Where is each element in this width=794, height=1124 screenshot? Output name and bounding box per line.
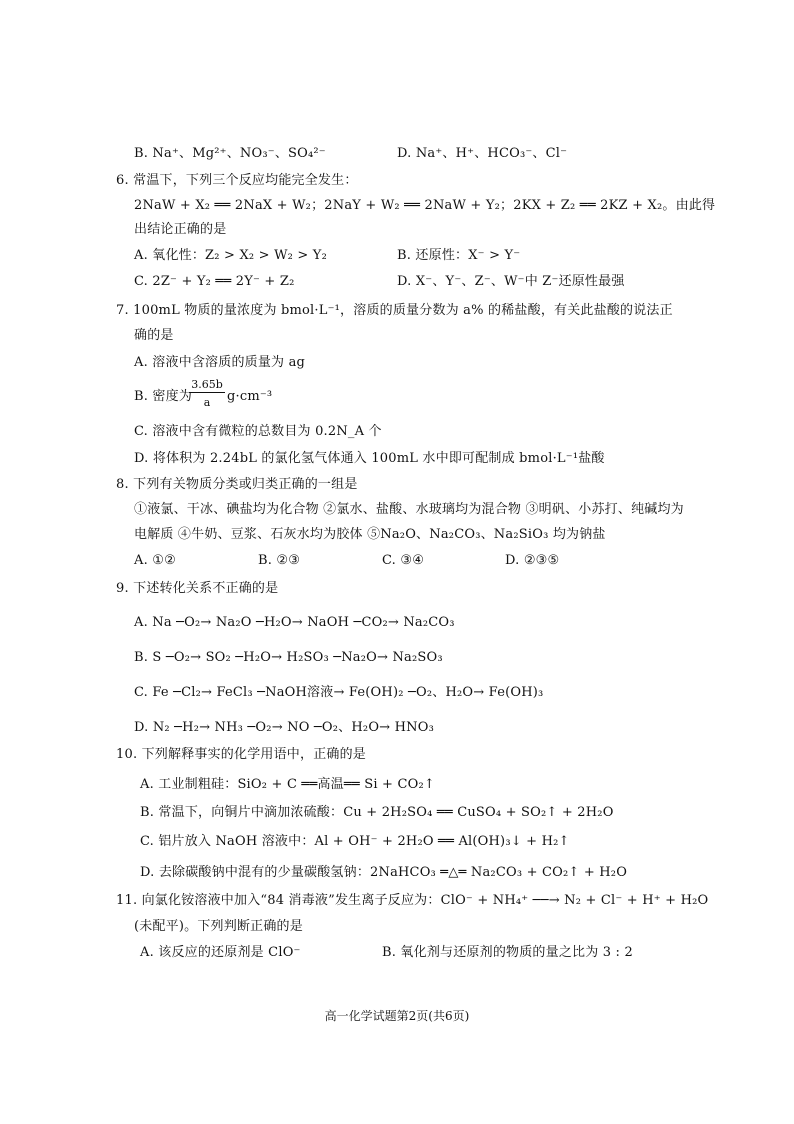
q7-stem: 7. 100mL 物质的量浓度为 bmol·L⁻¹，溶质的质量分数为 a% 的稀盐酸，有关此盐酸的说法正 (116, 303, 673, 318)
q7-b-denominator: a (203, 396, 211, 409)
q7-option-a: A. 溶液中含溶质的质量为 ag (134, 355, 306, 370)
q6-option-b: B. 还原性：X⁻ > Y⁻ (397, 248, 521, 263)
q8-option-a: A. ①② (134, 553, 176, 568)
q7-stem-cont: 确的是 (134, 328, 174, 343)
q9-option-a: A. Na ─O₂→ Na₂O ─H₂O→ NaOH ─CO₂→ Na₂CO₃ (134, 615, 455, 630)
q8-stem: 8. 下列有关物质分类或归类正确的一组是 (116, 477, 358, 492)
q8-option-c: C. ③④ (382, 553, 425, 568)
q7-b-numerator: 3.65b (191, 378, 223, 391)
q10-stem: 10. 下列解释事实的化学用语中，正确的是 (116, 747, 367, 762)
q6-option-a: A. 氧化性：Z₂ > X₂ > W₂ > Y₂ (134, 248, 328, 263)
q5-option-d: D. Na⁺、H⁺、HCO₃⁻、Cl⁻ (397, 146, 568, 161)
q9-stem: 9. 下述转化关系不正确的是 (116, 581, 279, 596)
q7-option-b-prefix: B. 密度为 (134, 389, 193, 404)
q7-option-b-unit: g·cm⁻³ (227, 389, 273, 404)
q9-option-d: D. N₂ ─H₂→ NH₃ ─O₂→ NO ─O₂、H₂O→ HNO₃ (134, 720, 434, 735)
q9-option-c: C. Fe ─Cl₂→ FeCl₃ ─NaOH溶液→ Fe(OH)₂ ─O₂、H₂O→ Fe(OH)₃ (134, 685, 544, 700)
q8-statement-line2: 电解质 ④牛奶、豆浆、石灰水均为胶体 ⑤Na₂O、Na₂CO₃、Na₂SiO₃ 均为钠盐 (134, 527, 606, 542)
page-footer: 高一化学试题第2页(共6页) (324, 1009, 470, 1023)
q10-option-c: C. 铝片放入 NaOH 溶液中：Al + OH⁻ + 2H₂O ══ Al(OH)₃↓ + H₂↑ (140, 834, 570, 849)
q7-option-c: C. 溶液中含有微粒的总数目为 0.2N_A 个 (134, 424, 382, 439)
q8-statement-line1: ①液氯、干冰、碘盐均为化合物 ②氯水、盐酸、水玻璃均为混合物 ③明矾、小苏打、纯碱均为 (134, 502, 684, 517)
q11-option-b: B. 氧化剂与还原剂的物质的量之比为 3 : 2 (382, 945, 633, 960)
q10-option-d: D. 去除碳酸钠中混有的少量碳酸氢钠：2NaHCO₃ ═△═ Na₂CO₃ + CO₂↑ + H₂O (140, 865, 628, 880)
q6-equations: 2NaW + X₂ ══ 2NaX + W₂；2NaY + W₂ ══ 2NaW + Y₂；2KX + Z₂ ══ 2KZ + X₂。由此得 (134, 198, 716, 213)
q6-stem: 6. 常温下，下列三个反应均能完全发生： (116, 173, 358, 188)
fraction-bar (189, 392, 225, 393)
q8-option-d: D. ②③⑤ (505, 553, 560, 568)
q7-option-d: D. 将体积为 2.24bL 的氯化氢气体通入 100mL 水中即可配制成 bmol·L⁻¹盐酸 (134, 451, 605, 466)
q6-option-c: C. 2Z⁻ + Y₂ ══ 2Y⁻ + Z₂ (134, 274, 295, 289)
q10-option-a: A. 工业制粗硅：SiO₂ + C ══高温══ Si + CO₂↑ (140, 777, 435, 792)
q10-option-b: B. 常温下，向铜片中滴加浓硫酸：Cu + 2H₂SO₄ ══ CuSO₄ + SO₂↑ + 2H₂O (140, 805, 614, 820)
q5-option-b: B. Na⁺、Mg²⁺、NO₃⁻、SO₄²⁻ (134, 146, 326, 161)
q6-stem-cont: 出结论正确的是 (134, 222, 227, 237)
q11-stem-cont: (未配平)。下列判断正确的是 (134, 919, 303, 934)
q11-option-a: A. 该反应的还原剂是 ClO⁻ (140, 945, 301, 960)
q11-stem: 11. 向氯化铵溶液中加入“84 消毒液”发生离子反应为：ClO⁻ + NH₄⁺ ──→ N₂ + Cl⁻ + H⁺ + H₂O (116, 893, 709, 908)
q6-option-d: D. X⁻、Y⁻、Z⁻、W⁻中 Z⁻还原性最强 (397, 274, 625, 289)
q8-option-b: B. ②③ (258, 553, 301, 568)
q9-option-b: B. S ─O₂→ SO₂ ─H₂O→ H₂SO₃ ─Na₂O→ Na₂SO₃ (134, 650, 443, 665)
